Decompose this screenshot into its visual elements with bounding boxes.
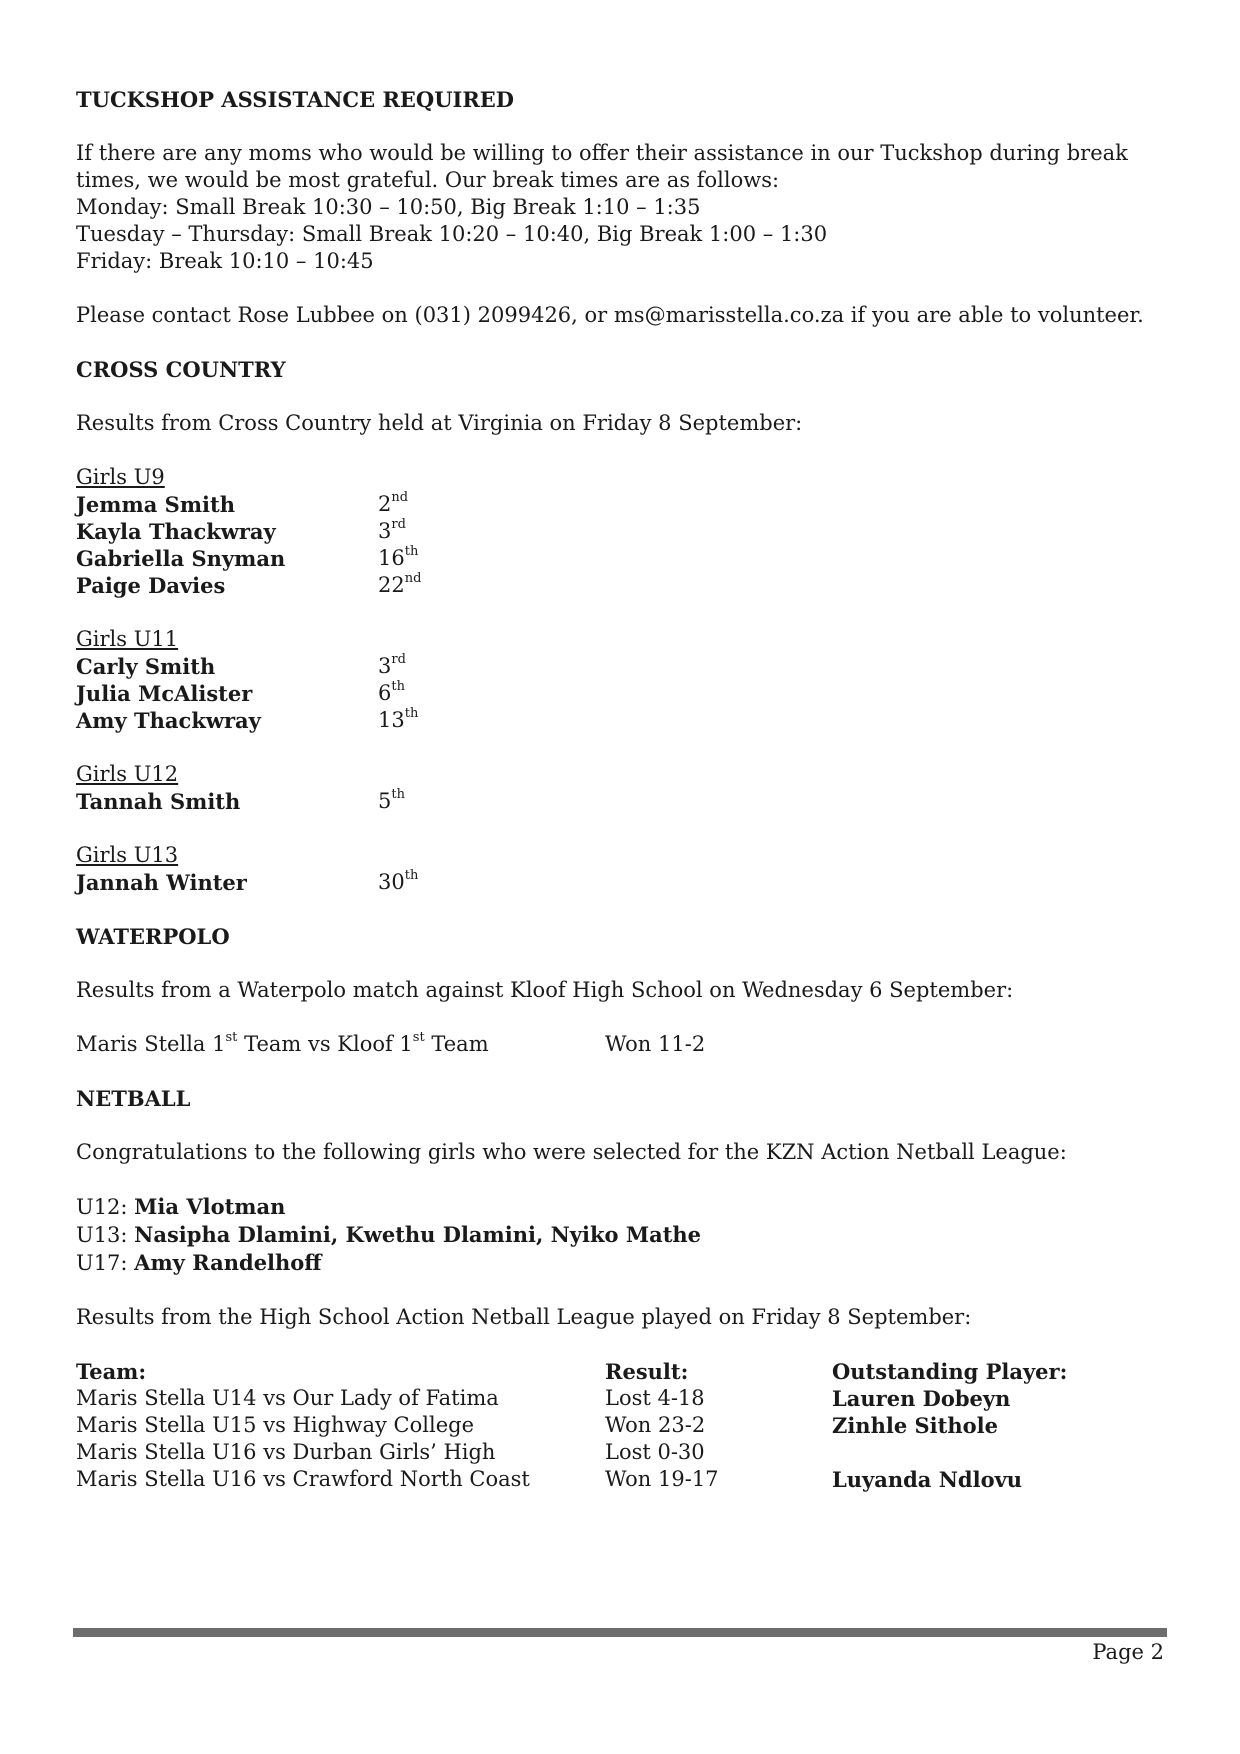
runner-place: 13th	[378, 706, 419, 732]
table-row	[76, 1412, 1166, 1439]
result-cell: Won 19-17	[605, 1467, 719, 1491]
result-row	[76, 707, 1166, 734]
group-label: Girls U11	[76, 627, 179, 651]
runner-place: 2nd	[378, 490, 409, 516]
waterpolo-heading: WATERPOLO	[76, 924, 230, 949]
waterpolo-match: Maris Stella 1st Team vs Kloof 1st Team	[76, 1030, 489, 1056]
result-cell: Lost 0-30	[605, 1440, 705, 1464]
runner-name: Julia McAlister	[76, 681, 253, 706]
tuckshop-intro: If there are any moms who would be willing to offer their assistance in our Tuckshop during break times, we would be most grateful. Our break times are as follows:	[76, 141, 1128, 192]
group-label: Girls U9	[76, 465, 165, 489]
runner-name: Jemma Smith	[76, 492, 235, 517]
runner-name: Amy Thackwray	[76, 708, 261, 733]
runner-name: Gabriella Snyman	[76, 546, 286, 571]
runner-name: Carly Smith	[76, 654, 216, 679]
selection-row: U13: Nasipha Dlamini, Kwethu Dlamini, Nyiko Mathe	[76, 1222, 702, 1247]
tuckshop-heading: TUCKSHOP ASSISTANCE REQUIRED	[76, 87, 515, 112]
group-label: Girls U13	[76, 843, 179, 867]
group-label: Girls U12	[76, 762, 179, 786]
selection-row: U12: Mia Vlotman	[76, 1194, 286, 1219]
player-cell: Lauren Dobeyn	[832, 1386, 1011, 1411]
selection-row: U17: Amy Randelhoff	[76, 1250, 322, 1275]
document-page	[76, 86, 1166, 1493]
runner-name: Kayla Thackwray	[76, 519, 276, 544]
result-cell: Lost 4-18	[605, 1386, 705, 1410]
result-row	[76, 788, 1166, 815]
player-cell: Zinhle Sithole	[832, 1413, 998, 1438]
runner-name: Jannah Winter	[76, 870, 247, 895]
netball-intro: Congratulations to the following girls who were selected for the KZN Action Netball League:	[76, 1140, 1067, 1164]
waterpolo-result: Won 11-2	[605, 1032, 706, 1056]
result-row	[76, 518, 1166, 545]
result-row	[76, 572, 1166, 599]
result-row	[76, 491, 1166, 518]
cross-country-intro: Results from Cross Country held at Virginia on Friday 8 September:	[76, 411, 803, 435]
break-times-monday: Monday: Small Break 10:30 – 10:50, Big Break 1:10 – 1:35	[76, 195, 701, 219]
header-player: Outstanding Player:	[832, 1359, 1068, 1384]
runner-name: Tannah Smith	[76, 789, 241, 814]
result-row	[76, 869, 1166, 896]
break-times-tue-thu: Tuesday – Thursday: Small Break 10:20 – 10:40, Big Break 1:00 – 1:30	[76, 222, 828, 246]
team-cell: Maris Stella U16 vs Crawford North Coast	[76, 1467, 530, 1491]
header-result: Result:	[605, 1359, 689, 1384]
footer-divider	[73, 1628, 1167, 1637]
player-cell: Luyanda Ndlovu	[832, 1467, 1023, 1492]
team-cell: Maris Stella U16 vs Durban Girls’ High	[76, 1440, 496, 1464]
tuckshop-contact: Please contact Rose Lubbee on (031) 2099426, or ms@marisstella.co.za if you are able to volunteer.	[76, 303, 1144, 327]
team-cell: Maris Stella U15 vs Highway College	[76, 1413, 474, 1437]
league-intro: Results from the High School Action Netball League played on Friday 8 September:	[76, 1305, 972, 1329]
runner-place: 5th	[378, 787, 405, 813]
netball-heading: NETBALL	[76, 1086, 191, 1111]
runner-name: Paige Davies	[76, 573, 226, 598]
result-row	[76, 653, 1166, 680]
header-team: Team:	[76, 1359, 147, 1384]
waterpolo-intro: Results from a Waterpolo match against Kloof High School on Wednesday 6 September:	[76, 978, 1014, 1002]
runner-place: 3rd	[378, 652, 406, 678]
result-row	[76, 680, 1166, 707]
team-cell: Maris Stella U14 vs Our Lady of Fatima	[76, 1386, 499, 1410]
table-row	[76, 1466, 1166, 1493]
runner-place: 6th	[378, 679, 405, 705]
runner-place: 22nd	[378, 571, 422, 597]
results-table-header	[76, 1358, 1166, 1385]
runner-place: 16th	[378, 544, 419, 570]
table-row	[76, 1385, 1166, 1412]
break-times-friday: Friday: Break 10:10 – 10:45	[76, 249, 374, 273]
table-row	[76, 1439, 1166, 1466]
runner-place: 3rd	[378, 517, 406, 543]
result-row	[76, 545, 1166, 572]
runner-place: 30th	[378, 868, 419, 894]
cross-country-heading: CROSS COUNTRY	[76, 357, 286, 382]
page-number: Page 2	[1092, 1640, 1164, 1664]
waterpolo-match-row	[76, 1031, 1166, 1058]
result-cell: Won 23-2	[605, 1413, 706, 1437]
